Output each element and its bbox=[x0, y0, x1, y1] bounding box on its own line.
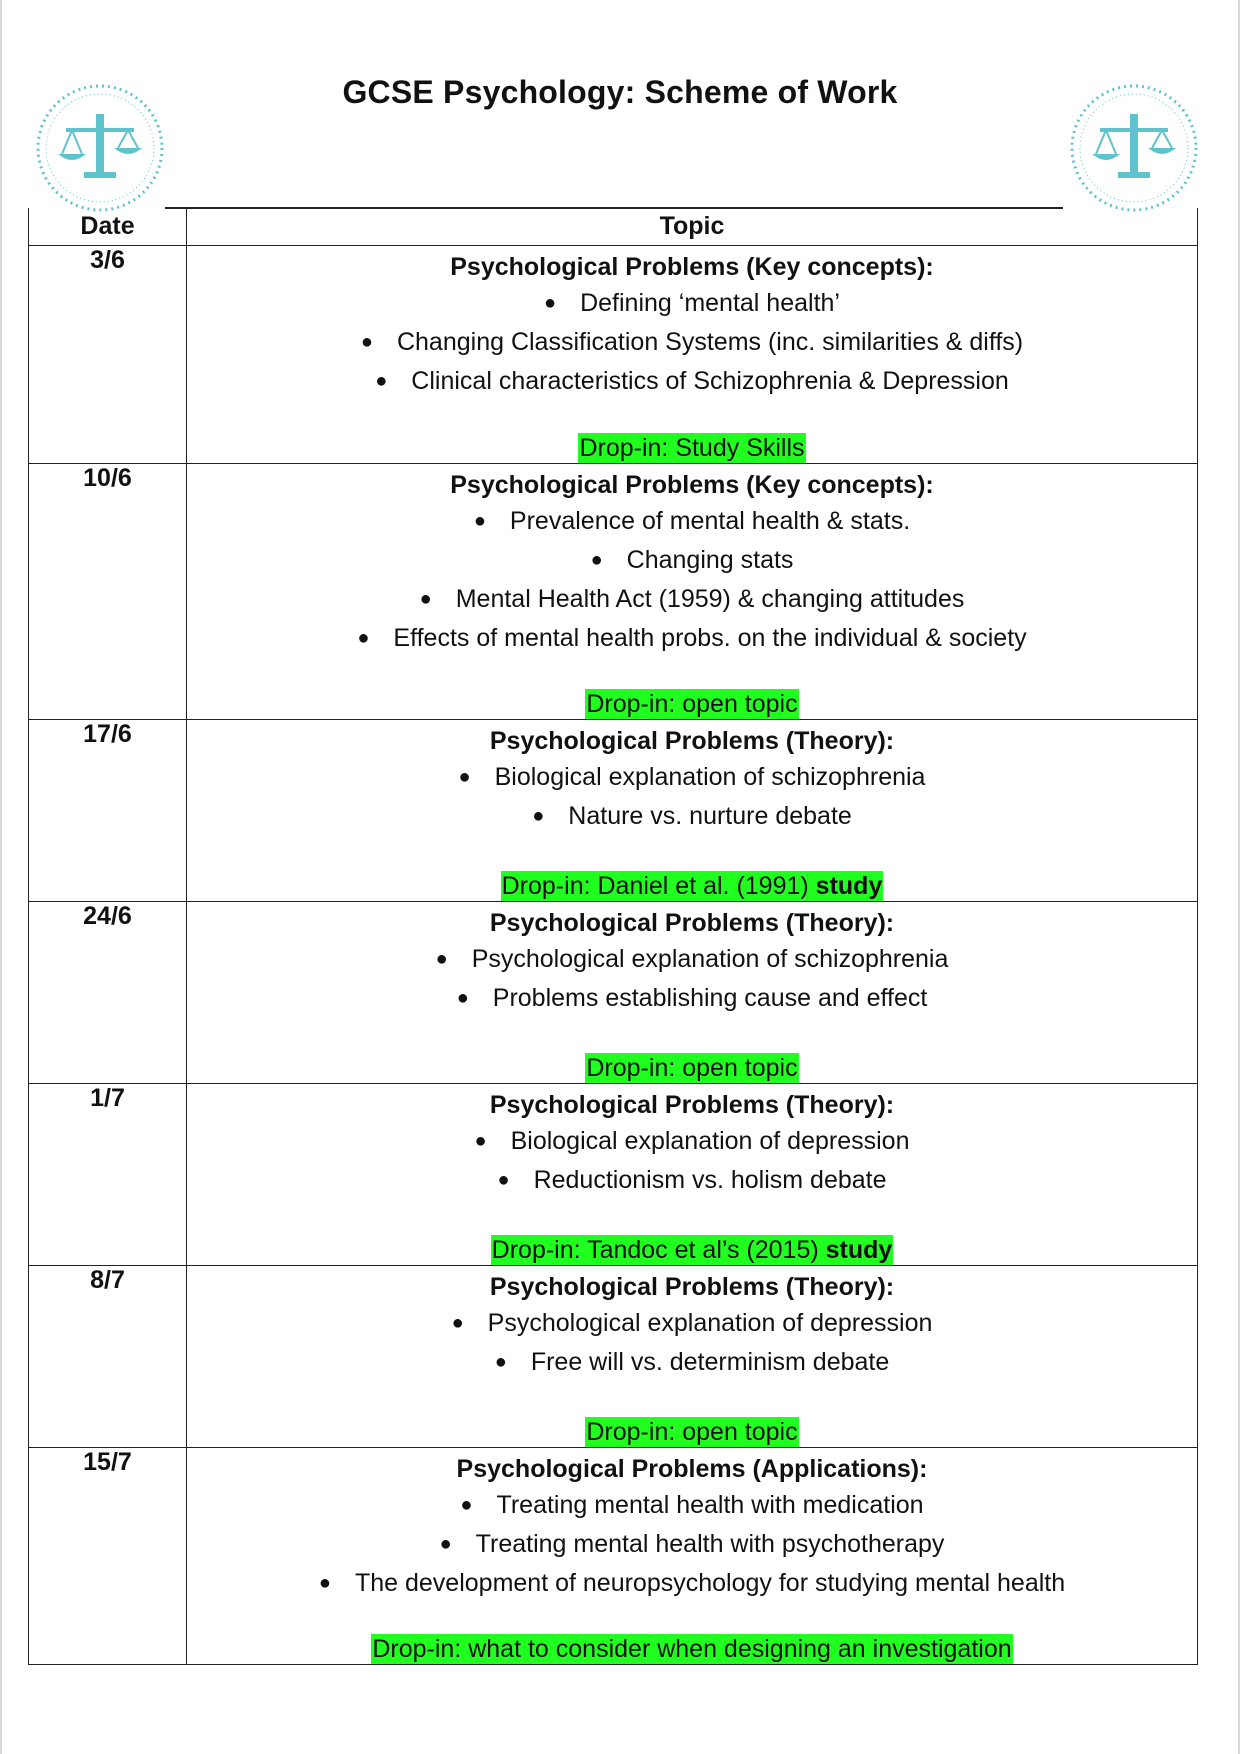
drop-in-highlight bbox=[585, 1053, 798, 1083]
bullet-text: Mental Health Act (1959) & changing attitudes bbox=[455, 585, 965, 613]
bullet-icon: ● bbox=[458, 766, 471, 788]
drop-in-highlight bbox=[501, 871, 884, 901]
bullet-item bbox=[460, 1487, 923, 1526]
row-date: 10/6 bbox=[29, 464, 187, 720]
bullet-text: Changing stats bbox=[626, 546, 794, 574]
bullet-item bbox=[475, 1123, 910, 1162]
row-date: 1/7 bbox=[29, 1084, 187, 1266]
bullet-icon: ● bbox=[590, 549, 603, 571]
bullet-icon: ● bbox=[532, 805, 545, 827]
drop-in-highlight bbox=[585, 689, 798, 719]
table-row bbox=[29, 902, 1198, 1084]
drop-in-text: Drop-in: Daniel et al. (1991) bbox=[501, 872, 816, 900]
bullet-text: Problems establishing cause and effect bbox=[492, 984, 928, 1012]
bullet-icon: ● bbox=[318, 1572, 331, 1594]
page-title: GCSE Psychology: Scheme of Work bbox=[342, 74, 898, 110]
row-date: 8/7 bbox=[29, 1266, 187, 1448]
drop-in-text: Drop-in: Study Skills bbox=[579, 434, 805, 462]
bullet-text: Clinical characteristics of Schizophrenia & Depression bbox=[411, 367, 1009, 395]
bullet-icon: ● bbox=[497, 1169, 510, 1191]
row-date: 17/6 bbox=[29, 720, 187, 902]
bullet-text: Nature vs. nurture debate bbox=[568, 802, 852, 830]
scales-logo bbox=[32, 80, 168, 216]
bullet-text: Psychological explanation of depression bbox=[487, 1309, 933, 1337]
bullet-item bbox=[532, 798, 852, 837]
bullet-item bbox=[319, 1565, 1065, 1604]
bullet-icon: ● bbox=[419, 588, 432, 610]
topic-content bbox=[187, 1448, 1197, 1664]
drop-in-bold-text: study bbox=[815, 872, 883, 900]
table-row bbox=[29, 1084, 1198, 1266]
bullet-text: Prevalence of mental health & stats. bbox=[509, 507, 911, 535]
topic-content bbox=[187, 1084, 1197, 1265]
bullet-item bbox=[591, 542, 794, 581]
row-topic bbox=[187, 246, 1198, 464]
row-topic bbox=[187, 720, 1198, 902]
bullet-item bbox=[474, 503, 910, 542]
topic-title: Psychological Problems (Key concepts): bbox=[450, 471, 934, 499]
row-topic bbox=[187, 1266, 1198, 1448]
bullet-icon: ● bbox=[435, 948, 448, 970]
bullet-icon: ● bbox=[360, 331, 373, 353]
drop-in-text: Drop-in: open topic bbox=[586, 690, 798, 718]
bullet-icon: ● bbox=[544, 292, 557, 314]
drop-in-highlight bbox=[585, 1417, 798, 1447]
bullet-text: Biological explanation of schizophrenia bbox=[494, 763, 926, 791]
bullet-icon: ● bbox=[439, 1533, 452, 1555]
bullet-text: Biological explanation of depression bbox=[510, 1127, 910, 1155]
topic-title: Psychological Problems (Key concepts): bbox=[450, 253, 934, 281]
drop-in-highlight bbox=[578, 433, 805, 463]
topic-content bbox=[187, 720, 1197, 901]
bullet-item bbox=[361, 324, 1023, 363]
table-row bbox=[29, 464, 1198, 720]
row-topic bbox=[187, 464, 1198, 720]
bullet-text: Psychological explanation of schizophrenia bbox=[471, 945, 949, 973]
topic-title: Psychological Problems (Theory): bbox=[489, 727, 895, 755]
table-header-row bbox=[29, 208, 1198, 246]
bullet-item bbox=[459, 759, 926, 798]
drop-in-text: Drop-in: open topic bbox=[586, 1054, 798, 1082]
topic-content bbox=[187, 902, 1197, 1083]
table-row bbox=[29, 246, 1198, 464]
row-topic bbox=[187, 902, 1198, 1084]
bullet-text: Changing Classification Systems (inc. similarities & diffs) bbox=[396, 328, 1024, 356]
bullet-text: Treating mental health with psychotherapy bbox=[475, 1530, 945, 1558]
topic-title: Psychological Problems (Theory): bbox=[489, 909, 895, 937]
bullet-item bbox=[457, 980, 928, 1019]
row-date: 15/7 bbox=[29, 1448, 187, 1665]
drop-in-text: Drop-in: what to consider when designing an investigation bbox=[372, 1635, 1012, 1663]
table-row bbox=[29, 720, 1198, 902]
bullet-item bbox=[420, 581, 965, 620]
bullet-text: Defining ‘mental health’ bbox=[580, 289, 840, 317]
table-row bbox=[29, 1448, 1198, 1665]
topic-title: Psychological Problems (Theory): bbox=[489, 1273, 895, 1301]
bullet-item bbox=[440, 1526, 945, 1565]
date-column-header: Date bbox=[29, 208, 187, 246]
bullet-item bbox=[436, 941, 949, 980]
scheme-table bbox=[28, 208, 1198, 1665]
table-row bbox=[29, 1266, 1198, 1448]
drop-in-bold-text: study bbox=[825, 1236, 893, 1264]
bullet-icon: ● bbox=[451, 1312, 464, 1334]
bullet-item bbox=[497, 1162, 886, 1201]
row-topic bbox=[187, 1448, 1198, 1665]
bullet-icon: ● bbox=[494, 1351, 507, 1373]
bullet-icon: ● bbox=[357, 627, 370, 649]
topic-title: Psychological Problems (Theory): bbox=[489, 1091, 895, 1119]
topic-column-header: Topic bbox=[187, 208, 1198, 246]
bullet-item bbox=[375, 363, 1009, 402]
bullet-item bbox=[357, 620, 1026, 659]
row-topic bbox=[187, 1084, 1198, 1266]
bullet-icon: ● bbox=[375, 370, 388, 392]
row-date: 24/6 bbox=[29, 902, 187, 1084]
bullet-icon: ● bbox=[460, 1494, 473, 1516]
bullet-icon: ● bbox=[473, 510, 486, 532]
bullet-text: Treating mental health with medication bbox=[496, 1491, 924, 1519]
topic-content bbox=[187, 464, 1197, 719]
bullet-icon: ● bbox=[456, 987, 469, 1009]
bullet-item bbox=[495, 1344, 890, 1383]
drop-in-text: Drop-in: open topic bbox=[586, 1418, 798, 1446]
topic-content bbox=[187, 1266, 1197, 1447]
bullet-text: Reductionism vs. holism debate bbox=[533, 1166, 887, 1194]
bullet-icon: ● bbox=[474, 1130, 487, 1152]
topic-title: Psychological Problems (Applications): bbox=[456, 1455, 928, 1483]
drop-in-highlight bbox=[491, 1235, 894, 1265]
row-date: 3/6 bbox=[29, 246, 187, 464]
drop-in-text: Drop-in: Tandoc et al’s (2015) bbox=[491, 1236, 826, 1264]
bullet-text: Effects of mental health probs. on the individual & society bbox=[393, 624, 1027, 652]
drop-in-highlight bbox=[371, 1634, 1012, 1664]
scales-logo bbox=[1066, 80, 1202, 216]
bullet-text: Free will vs. determinism debate bbox=[530, 1348, 890, 1376]
page-edge bbox=[0, 0, 2, 1754]
bullet-item bbox=[544, 285, 840, 324]
topic-content bbox=[187, 246, 1197, 463]
bullet-text: The development of neuropsychology for studying mental health bbox=[354, 1569, 1066, 1597]
bullet-item bbox=[452, 1305, 933, 1344]
